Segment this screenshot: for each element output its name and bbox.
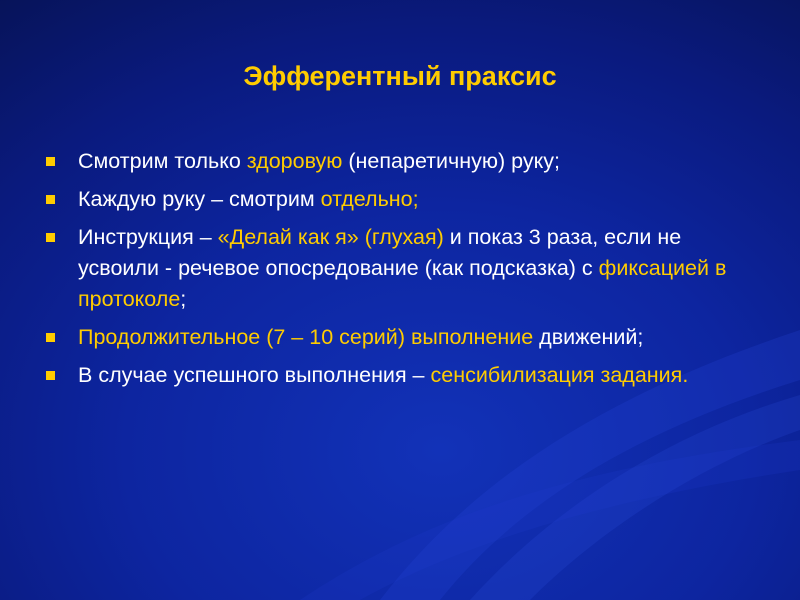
bullet-item [44, 322, 734, 353]
slide-title: Эфферентный праксис [243, 61, 557, 91]
bullet-square-icon [46, 371, 55, 380]
bullet-item [44, 146, 734, 177]
bullet-text: ; [180, 287, 187, 311]
bullet-item [44, 360, 734, 391]
bullet-highlight-text: Продолжительное (7 – 10 серий) выполнение [78, 325, 534, 349]
bullet-square-icon [46, 157, 55, 166]
bullet-text: (непаретичную) руку; [342, 149, 560, 173]
bullet-highlight-text: сенсибилизация задания. [430, 363, 689, 387]
bullet-text: Смотрим только [78, 149, 247, 173]
bullet-item [44, 184, 734, 215]
bullet-square-icon [46, 233, 55, 242]
bullet-square-icon [46, 333, 55, 342]
bullet-highlight-text: здоровую [246, 149, 343, 173]
bullet-item [44, 222, 734, 315]
bullet-highlight-text: «Делай как я» (глухая) [217, 225, 444, 249]
bullet-text: В случае успешного выполнения – [78, 363, 431, 387]
bullet-text: Инструкция – [78, 225, 218, 249]
bullet-text: движений; [533, 325, 644, 349]
bullet-text: Каждую руку – смотрим [78, 187, 321, 211]
bullet-highlight-text: фиксацией в протоколе [78, 256, 727, 311]
bullet-square-icon [46, 195, 55, 204]
bullet-list [44, 146, 734, 398]
bullet-highlight-text: отдельно; [320, 187, 419, 211]
bullet-text: и показ 3 раза, если не усвоили - речевое опосредование (как подсказка) с [78, 225, 682, 280]
